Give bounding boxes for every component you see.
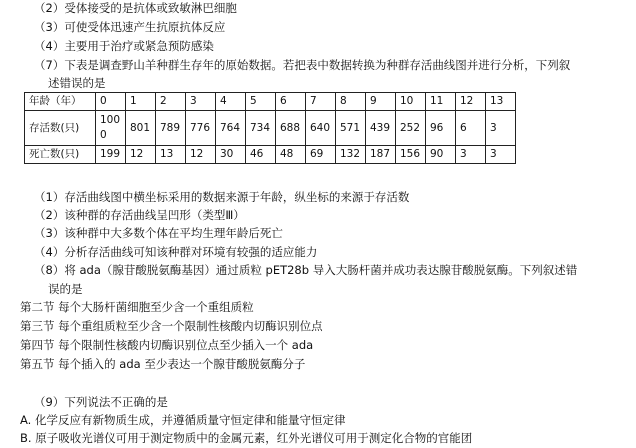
answer-option-a: A. 化学反应有新物质生成，并遵循质量守恒定律和能量守恒定律 bbox=[20, 413, 346, 427]
table-cell: 439 bbox=[366, 111, 396, 146]
table-cell: 9 bbox=[366, 93, 396, 111]
table-cell: 156 bbox=[396, 146, 426, 164]
table-cell: 776 bbox=[186, 111, 216, 146]
table-cell: 13 bbox=[156, 146, 186, 164]
table-cell: 132 bbox=[336, 146, 366, 164]
table-cell: 96 bbox=[426, 111, 456, 146]
table-cell: 69 bbox=[306, 146, 336, 164]
table-cell bbox=[96, 111, 126, 146]
table-cell: 0 bbox=[96, 93, 126, 111]
table-cell: 640 bbox=[306, 111, 336, 146]
cell-part: 0 bbox=[100, 129, 107, 141]
table-cell: 5 bbox=[246, 93, 276, 111]
option-line: （2）该种群的存活曲线呈凹形（类型Ⅲ） bbox=[34, 208, 245, 222]
table-cell: 存活数(只) bbox=[25, 111, 96, 146]
table-cell: 3 bbox=[486, 111, 516, 146]
item-line: （4）主要用于治疗或紧急预防感染 bbox=[34, 39, 214, 53]
table-cell: 12 bbox=[126, 146, 156, 164]
table-cell: 187 bbox=[366, 146, 396, 164]
cell-part: 100 bbox=[100, 114, 121, 126]
table-cell: 13 bbox=[486, 93, 516, 111]
table-cell: 3 bbox=[186, 93, 216, 111]
question-8-stem: （8）将 ada（腺苷酸脱氨酶基因）通过质粒 pET28b 导入大肠杆菌并成功表达腺苷酸脱氨酶。下列叙述错 bbox=[34, 263, 578, 277]
table-cell: 46 bbox=[246, 146, 276, 164]
table-cell: 688 bbox=[276, 111, 306, 146]
table-cell: 764 bbox=[216, 111, 246, 146]
table-row-death bbox=[25, 146, 516, 164]
table-cell: 4 bbox=[216, 93, 246, 111]
table-cell: 30 bbox=[216, 146, 246, 164]
table-cell: 789 bbox=[156, 111, 186, 146]
table-row-survival bbox=[25, 111, 516, 146]
item-line: （3）可使受体迅速产生抗原抗体反应 bbox=[34, 20, 226, 34]
table-cell: 3 bbox=[456, 146, 486, 164]
section-line: 第三节 每个重组质粒至少含一个限制性核酸内切酶识别位点 bbox=[20, 319, 323, 333]
table-cell: 死亡数(只) bbox=[25, 146, 96, 164]
section-line: 第五节 每个插入的 ada 至少表达一个腺苷酸脱氨酶分子 bbox=[20, 357, 306, 371]
question-9-stem: （9）下列说法不正确的是 bbox=[34, 395, 168, 409]
table-row-age bbox=[25, 93, 516, 111]
survival-table bbox=[24, 92, 516, 164]
table-cell: 1 bbox=[126, 93, 156, 111]
table-cell: 3 bbox=[486, 146, 516, 164]
table-cell: 801 bbox=[126, 111, 156, 146]
question-7-stem: （7）下表是调查野山羊种群生存年的原始数据。若把表中数据转换为种群存活曲线图并进行分析，下列叙 bbox=[34, 58, 571, 72]
table-cell: 6 bbox=[456, 111, 486, 146]
table-cell: 12 bbox=[456, 93, 486, 111]
answer-option-b: B. 原子吸收光谱仪可用于测定物质中的金属元素，红外光谱仪可用于测定化合物的官能团 bbox=[20, 431, 473, 445]
table-cell: 252 bbox=[396, 111, 426, 146]
table-cell: 10 bbox=[396, 93, 426, 111]
table-cell: 734 bbox=[246, 111, 276, 146]
table-cell: 199 bbox=[96, 146, 126, 164]
table-cell: 12 bbox=[186, 146, 216, 164]
table-cell: 571 bbox=[336, 111, 366, 146]
option-line: （4）分析存活曲线可知该种群对环境有较强的适应能力 bbox=[34, 245, 318, 259]
table-cell: 年龄（年） bbox=[25, 93, 96, 111]
table-cell: 2 bbox=[156, 93, 186, 111]
section-line: 第四节 每个限制性核酸内切酶识别位点至少插入一个 ada bbox=[20, 338, 314, 352]
table-cell: 8 bbox=[336, 93, 366, 111]
table-cell: 7 bbox=[306, 93, 336, 111]
table-cell: 90 bbox=[426, 146, 456, 164]
table-cell: 6 bbox=[276, 93, 306, 111]
option-line: （1）存活曲线图中横坐标采用的数据来源于年龄，纵坐标的来源于存活数 bbox=[34, 190, 410, 204]
question-7-stem-cont: 述错误的是 bbox=[48, 76, 106, 90]
question-8-stem-cont: 误的是 bbox=[48, 282, 83, 296]
option-line: （3）该种群中大多数个体在平均生理年龄后死亡 bbox=[34, 226, 283, 240]
section-line: 第二节 每个大肠杆菌细胞至少含一个重组质粒 bbox=[20, 300, 254, 314]
table-cell: 11 bbox=[426, 93, 456, 111]
item-line: （2）受体接受的是抗体或致敏淋巴细胞 bbox=[34, 1, 237, 15]
table-cell: 48 bbox=[276, 146, 306, 164]
